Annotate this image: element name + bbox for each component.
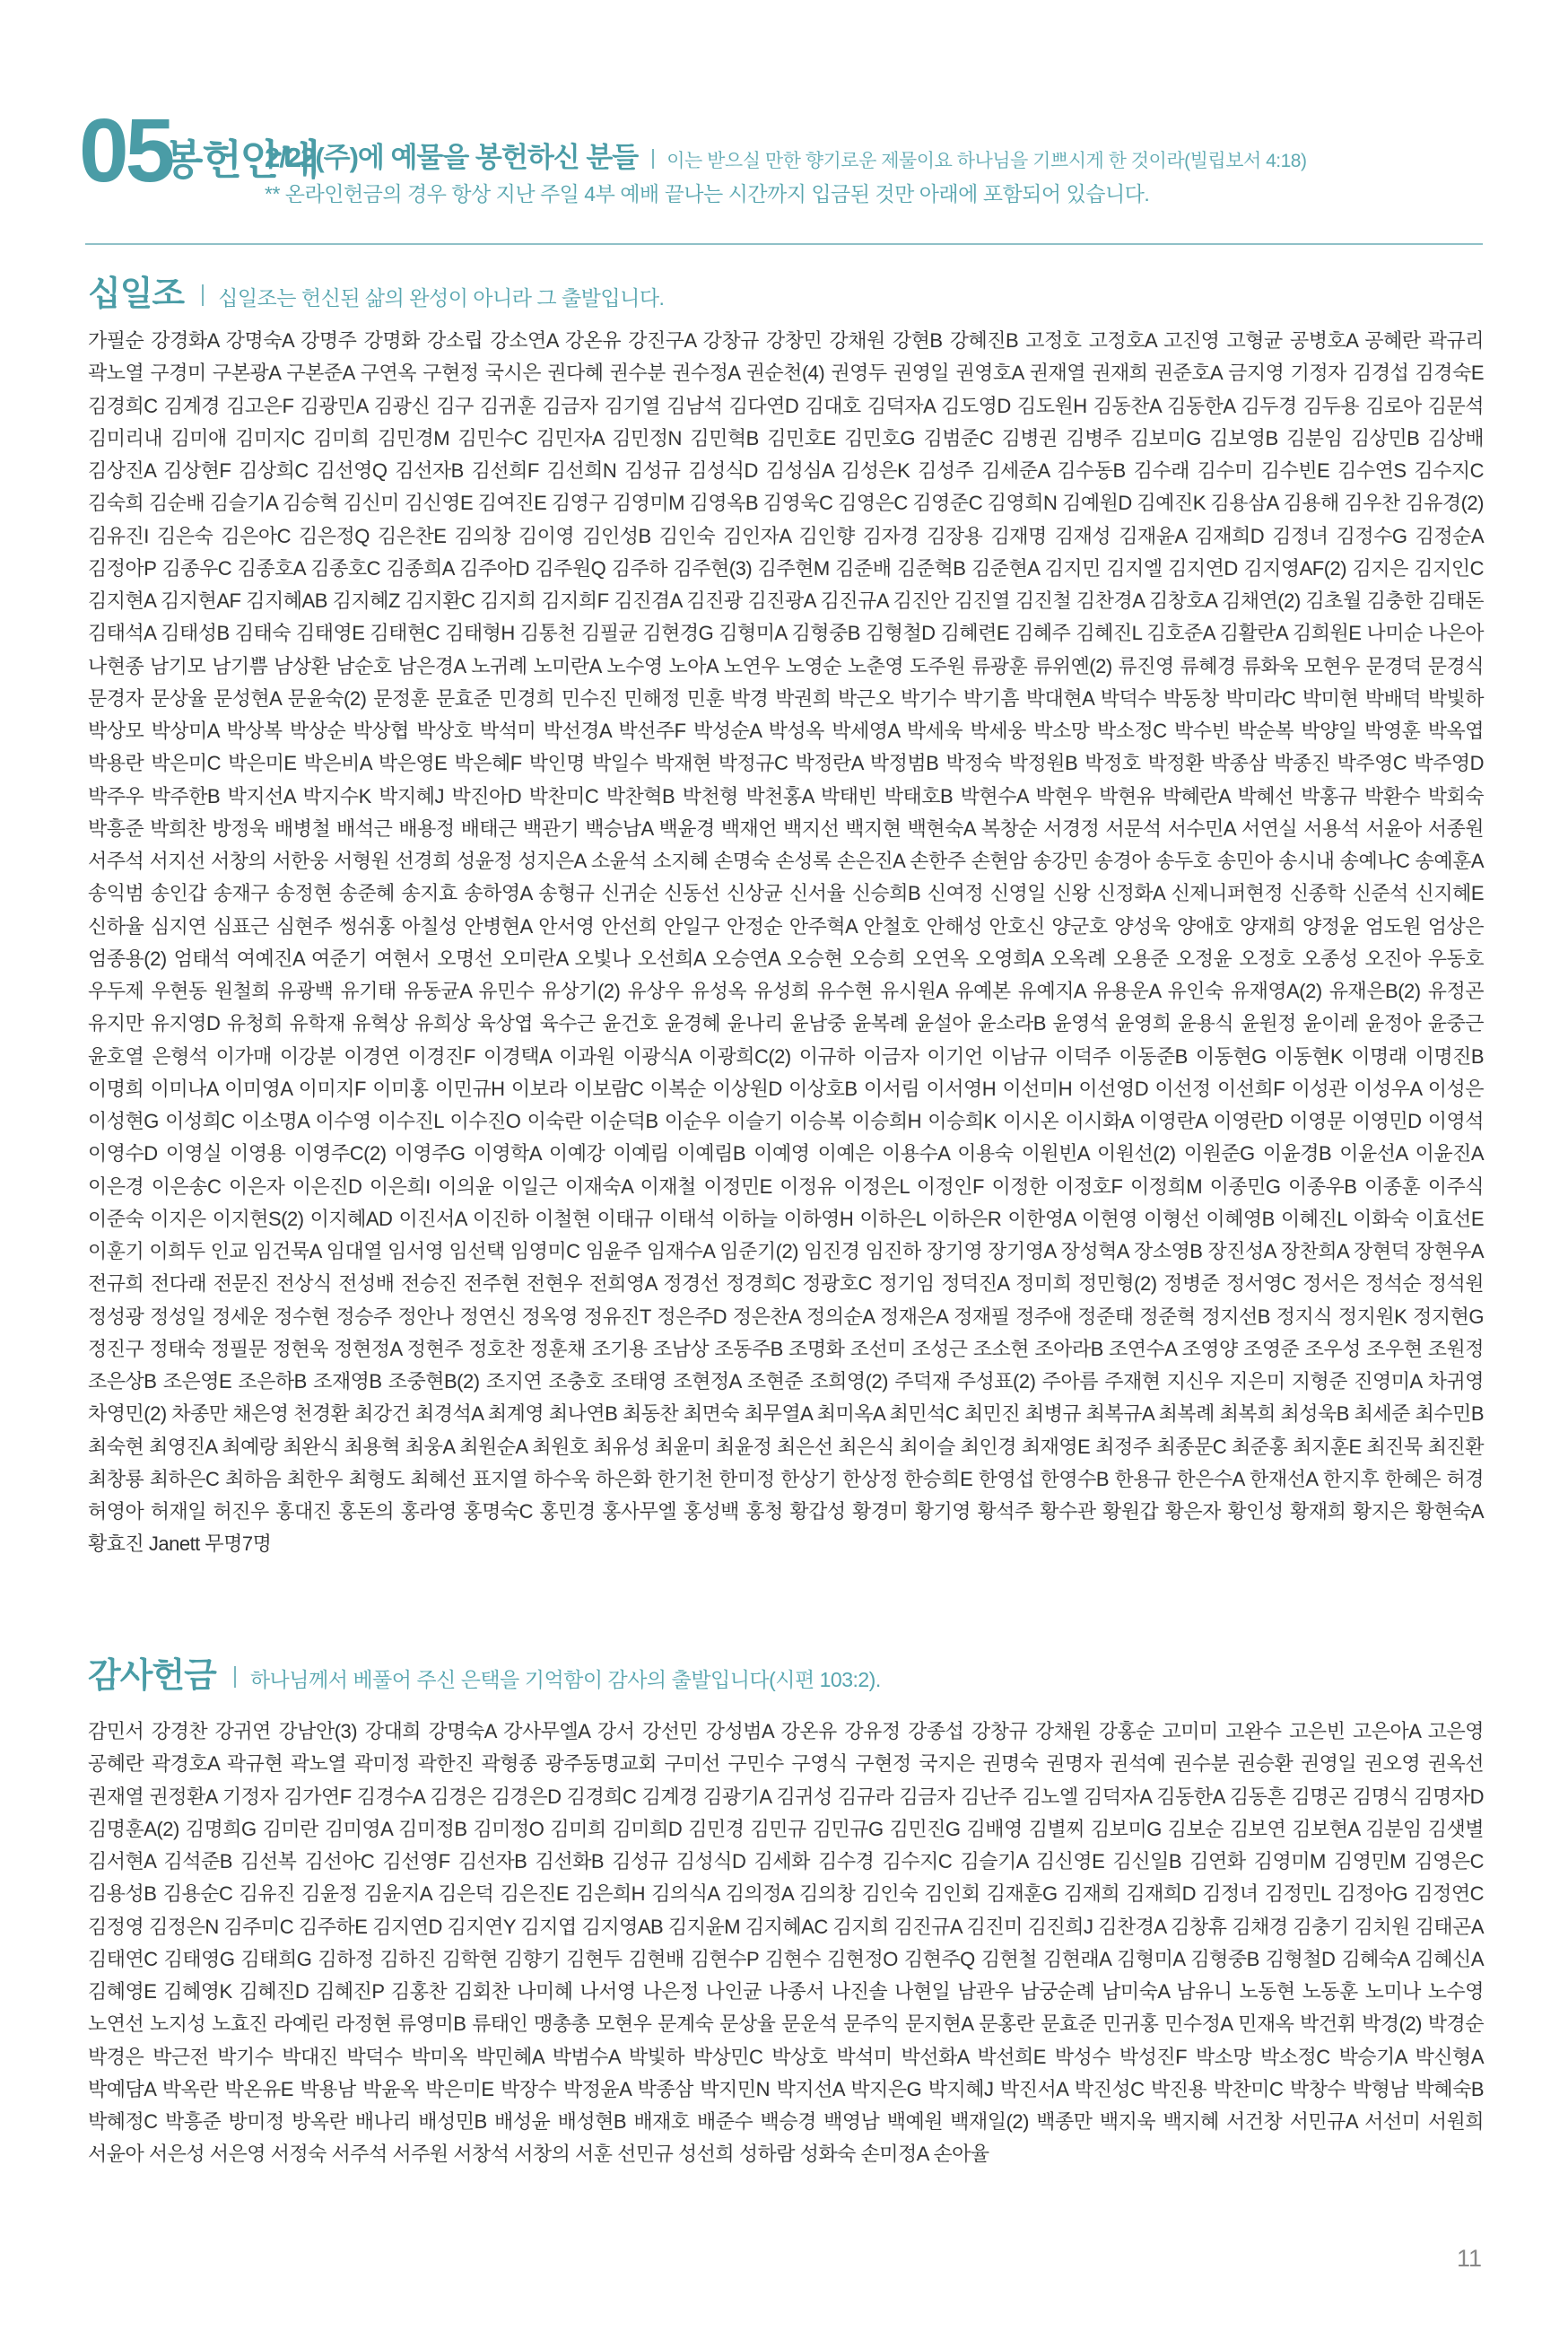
- divider-bar-icon: [234, 1666, 236, 1688]
- divider-bar-icon: [652, 149, 654, 169]
- page-title: 봉헌안내: [163, 136, 319, 183]
- header-subtitle-row: [265, 135, 1485, 175]
- bible-verse: 이는 받으실 만한 향기로운 제물이요 하나님을 기쁘시게 한 것이라(빌립보서 4:18): [666, 151, 1307, 171]
- offering-date-subtitle: 2/22(주)에 예물을 봉헌하신 분들: [265, 142, 639, 173]
- section-title: 감사헌금: [88, 1657, 216, 1695]
- tithe-name-list: 가필순 강경화A 강명숙A 강명주 강명화 강소립 강소연A 강온유 강진구A 강창규 강창민 강채원 강현B 강혜진B 고정호 고정호A 고진영 고형균 공병호A 공혜란 곽규리 곽노열 구경미 구본광A 구본준A 구연옥 구현정 국시은 권다혜 권수분 권수정A 권순천(4) 권영두 권영일 권영호A 권재열 권재희 권준호A 금지영 기정자 김경섭 김경숙E 김경희C 김계경 김고은F 김광민A 김광신 김구 김귀훈 김금자 김기열 김남석 김다연D 김대호 김덕자A 김도영D 김도원H 김동찬A 김동한A 김두경 김두용 김로아 김문석 김미리내 김미애 김미지C 김미희 김민경M 김민수C 김민자A 김민정N 김민혁B 김민호E 김민호G 김범준C 김병권 김병주 김보미G 김보영B 김분임 김상민B 김상배 김상진A 김상현F 김상희C 김선영Q 김선자B 김선희F 김선희N 김성규 김성식D 김성심A 김성은K 김성주 김세준A 김수동B 김수래 김수미 김수빈E 김수연S 김수지C 김숙희 김순배 김슬기A 김승혁 김신미 김신영E 김여진E 김영구 김영미M 김영옥B 김영욱C 김영은C 김영준C 김영희N 김예원D 김예진K 김용삼A 김용해 김우찬 김유경(2) 김유진I 김은숙 김은아C 김은정Q 김은찬E 김의창 김이영 김인성B 김인숙 김인자A 김인향 김자경 김장용 김재명 김재성 김재윤A 김재희D 김정녀 김정수G 김정순A 김정아P 김종우C 김종호A 김종호C 김종희A 김주아D 김주원Q 김주하 김주현(3) 김주현M 김준배 김준혁B 김준현A 김지민 김지엘 김지연D 김지영AF(2) 김지은 김지인C 김지현A 김지현AF 김지혜AB 김지혜Z 김지환C 김지희 김지희F 김진겸A 김진광 김진광A 김진규A 김진안 김진열 김진철 김찬경A 김창호A 김채연(2) 김초월 김충한 김태돈 김태석A 김태성B 김태숙 김태영E 김태현C 김태형H 김통천 김필균 김현경G 김형미A 김형중B 김형철D 김혜련E 김혜주 김혜진L 김호준A 김활란A 김희원E 나미순 나은아 나현종 남기모 남기쁨 남상환 남순호 남은경A 노귀례 노미란A 노수영 노아A 노연우 노영순 노춘영 도주원 류광훈 류위옌(2) 류진영 류혜경 류화욱 모현우 문경덕 문경식 문경자 문상율 문성현A 문윤숙(2) 문정훈 문효준 민경희 민수진 민해정 민훈 박경 박권희 박근오 박기수 박기흠 박대현A 박덕수 박동창 박미라C 박미현 박배덕 박빛하 박상모 박상미A 박상복 박상순 박상협 박상호 박석미 박선경A 박선주F 박성순A 박성옥 박세영A 박세욱 박세웅 박소망 박소정C 박수빈 박순복 박양일 박영훈 박옥엽 박용란 박은미C 박은미E 박은비A 박은영E 박은혜F 박인명 박일수 박재현 박정규C 박정란A 박정범B 박정숙 박정원B 박정호 박정환 박종삼 박종진 박주영C 박주영D 박주우 박주한B 박지선A 박지수K 박지혜J 박진아D 박찬미C 박찬혁B 박천형 박천홍A 박태빈 박태호B 박현수A 박현우 박현유 박혜란A 박혜선 박홍규 박환수 박회숙 박흥준 박희찬 방정욱 배병철 배석근 배용정 배태근 백관기 백승남A 백윤경 백재언 백지선 백지현 백현숙A 복창순 서경정 서문석 서수민A 서연실 서용석 서윤아 서종원 서주석 서지선 서창의 서한웅 서형원 선경희 성윤정 성지은A 소윤석 소지혜 손명숙 손성록 손은진A 손한주 손현암 송강민 송경아 송두호 송민아 송시내 송예나C 송예훈A 송익범 송인갑 송재구 송정현 송준혜 송지효 송하영A 송형규 신귀순 신동선 신상균 신서율 신승희B 신여정 신영일 신왕 신정화A 신제니퍼현정 신종학 신준석 신지혜E 신하율 심지연 심표근 심현주 썽쉬홍 아칠성 안병현A 안서영 안선희 안일구 안정순 안주혁A 안철호 안해성 안호신 양군호 양성욱 양애호 양재희 양정윤 엄도원 엄상은 엄종용(2) 엄태석 여예진A 여준기 여현서 오명선 오미란A 오빛나 오선희A 오승연A 오승현 오승희 오연옥 오영희A 오옥례 오용준 오정윤 오정호 오종성 오진아 우동호 우두제 우현동 원철희 유광백 유기태 유동균A 유민수 유상기(2) 유상우 유성옥 유성희 유수현 유시원A 유예본 유예지A 유용운A 유인숙 유재영A(2) 유재은B(2) 유정곤 유지만 유지영D 유청희 유학재 유혁상 유희상 육상엽 육수근 윤건호 윤경혜 윤나리 윤남중 윤복례 윤설아 윤소라B 윤영석 윤영희 윤용식 윤원정 윤이레 윤정아 윤중근 윤호열 은형석 이가매 이강분 이경연 이경진F 이경택A 이과원 이광식A 이광희C(2) 이규하 이금자 이기언 이남규 이덕주 이동준B 이동현G 이동현K 이명래 이명진B 이명희 이미나A 이미영A 이미지F 이미홍 이민규H 이보라 이보람C 이복순 이상원D 이상호B 이서림 이서영H 이선미H 이선영D 이선정 이선희F 이성관 이성우A 이성은 이성현G 이성희C 이소명A 이수영 이수진L 이수진O 이숙란 이순덕B 이순우 이슬기 이승복 이승희H 이승희K 이시온 이시화A 이영란A 이영란D 이영문 이영민D 이영석 이영수D 이영실 이영용 이영주C(2) 이영주G 이영학A 이예강 이예림 이예림B 이예영 이예은 이용수A 이용숙 이원빈A 이원선(2) 이원준G 이윤경B 이윤선A 이윤진A 이은경 이은송C 이은자 이은진D 이은희I 이의윤 이일근 이재숙A 이재철 이정민E 이정유 이정은L 이정인F 이정한 이정호F 이정희M 이종민G 이종우B 이종훈 이주식 이준숙 이지은 이지현S(2) 이지혜AD 이진서A 이진하 이철현 이태규 이태석 이하늘 이하영H 이하은L 이하은R 이한영A 이현영 이형선 이혜영B 이혜진L 이화숙 이효선E 이훈기 이희두 인교 임건묵A 임대열 임서영 임선택 임영미C 임윤주 임재수A 임준기(2) 임진경 임진하 장기영 장기영A 장성혁A 장소영B 장진성A 장찬희A 장현덕 장현우A 전규희 전다래 전문진 전상식 전성배 전승진 전주현 전현우 전희영A 정경선 정경희C 정광호C 정기임 정덕진A 정미희 정민형(2) 정병준 정서영C 정서은 정석순 정석원 정성광 정성일 정세운 정수현 정승주 정안나 정연신 정옥영 정유진T 정은주D 정은찬A 정의순A 정재은A 정재필 정주애 정준태 정준혁 정지선B 정지식 정지원K 정지현G 정진구 정태숙 정필문 정현욱 정현정A 정현주 정호찬 정훈채 조기용 조남상 조동주B 조명화 조선미 조성근 조소현 조아라B 조연수A 조영양 조영준 조우성 조우현 조원정 조은상B 조은영E 조은하B 조재영B 조중현B(2) 조지연 조충호 조태영 조현정A 조현준 조희영(2) 주덕재 주성표(2) 주아름 주재현 지신우 지은미 지형준 진영미A 차귀영 차영민(2) 차종만 채은영 천경환 최강건 최경석A 최계영 최나연B 최동찬 최면숙 최무열A 최미옥A 최민석C 최민진 최병규 최복규A 최복례 최복희 최성욱B 최세준 최수민B 최숙현 최영진A 최예랑 최완식 최용혁 최웅A 최원순A 최원호 최유성 최윤미 최윤정 최은선 최은식 최이슬 최인경 최재영E 최정주 최종문C 최준홍 최지훈E 최진묵 최진환 최창룡 최하은C 최하음 최한우 최형도 최혜선 표지열 하수욱 하은화 한기천 한미정 한상기 한상정 한승희E 한영섭 한영수B 한용규 한은수A 한재선A 한지후 한혜은 허경 허영아 허재일 허진우 홍대진 홍돈의 홍라영 홍명숙C 홍민경 홍사무엘 홍성백 홍청 황갑성 황경미 황기영 황석주 황수관 황원갑 황은자 황인성 황재희 황지은 황현숙A 황효진 Janett 무명7명: [88, 329, 1484, 1556]
- section-tagline: 십일조는 헌신된 삶의 완성이 아니라 그 출발입니다.: [218, 286, 665, 310]
- header-rule: [85, 243, 1483, 245]
- section-title: 십일조: [88, 275, 185, 313]
- section-tagline: 하나님께서 베풀어 주신 은택을 기억함이 감사의 출발입니다(시편 103:2).: [249, 1668, 881, 1691]
- online-offering-note: ** 온라인헌금의 경우 항상 지난 주일 4부 예배 끝나는 시간까지 입금된 것만 아래에 포함되어 있습니다.: [265, 182, 1150, 205]
- section-heading-thanksgiving: [88, 1647, 881, 1697]
- thanksgiving-name-list: 감민서 강경찬 강귀연 강남안(3) 강대희 강명숙A 강사무엘A 강서 강선민 강성범A 강온유 강유정 강종섭 강창규 강채원 강홍순 고미미 고완수 고은빈 고은아A 고은영 공혜란 곽경호A 곽규현 곽노열 곽미정 곽한진 곽형종 광주동명교회 구미선 구민수 구영식 구현정 국지은 권명숙 권명자 권석예 권수분 권승환 권영일 권오영 권옥선 권재열 권정환A 기정자 김가연F 김경수A 김경은 김경은D 김경희C 김계경 김광기A 김귀성 김규라 김금자 김난주 김노엘 김덕자A 김동한A 김동흔 김명곤 김명식 김명자D 김명훈A(2) 김명희G 김미란 김미영A 김미정B 김미정O 김미희 김미희D 김민경 김민규 김민규G 김민진G 김배영 김별찌 김보미G 김보순 김보연 김보현A 김분임 김샛별 김서현A 김석준B 김선복 김선아C 김선영F 김선자B 김선화B 김성규 김성식D 김세화 김수경 김수지C 김슬기A 김신영E 김신일B 김연화 김영미M 김영민M 김영은C 김용성B 김용순C 김유진 김윤정 김윤지A 김은덕 김은진E 김은희H 김의식A 김의정A 김의창 김인숙 김인회 김재훈G 김재희 김재희D 김정녀 김정민L 김정아G 김정연C 김정영 김정은N 김주미C 김주하E 김지연D 김지연Y 김지엽 김지영AB 김지윤M 김지혜AC 김지희 김진규A 김진미 김진희J 김찬경A 김창휴 김채경 김충기 김치원 김태곤A 김태연C 김태영G 김태희G 김하정 김하진 김학현 김향기 김현두 김현배 김현수P 김현수 김현정O 김현주Q 김현철 김현래A 김형미A 김형중B 김형철D 김혜숙A 김혜신A 김혜영E 김혜영K 김혜진D 김혜진P 김홍찬 김회찬 나미혜 나서영 나은정 나인균 나종서 나진솔 나현일 남관우 남궁순례 남미숙A 남유니 노동현 노동훈 노미나 노수영 노연선 노지성 노효진 라예린 라정현 류영미B 류태인 맹총총 모현우 문계숙 문상율 문운석 문주익 문지현A 문홍란 문효준 민귀홍 민수정A 민재옥 박건휘 박경(2) 박경순 박경은 박근전 박기수 박대진 박덕수 박미옥 박민혜A 박범수A 박빛하 박상민C 박상호 박석미 박선화A 박선희E 박성수 박성진F 박소망 박소정C 박승기A 박신형A 박예담A 박옥란 박온유E 박용남 박윤옥 박은미E 박장수 박정윤A 박종삼 박지민N 박지선A 박지은G 박지혜J 박진서A 박진성C 박진용 박찬미C 박창수 박형남 박혜숙B 박혜정C 박흥준 방미정 방옥란 배나리 배성민B 배성윤 배성현B 배재호 배준수 백승경 백영남 백예원 백재일(2) 백종만 백지욱 백지혜 서건창 서민규A 서선미 서원희 서윤아 서은성 서은영 서정숙 서주석 서주원 서창석 서창의 서훈 선민규 성선희 성하람 성화숙 손미정A 손아율: [88, 1720, 1484, 2166]
- page-number: 11: [1456, 2245, 1482, 2272]
- section-index-number: 05: [79, 100, 172, 201]
- section-heading-tithe: [88, 266, 664, 315]
- divider-bar-icon: [202, 284, 204, 306]
